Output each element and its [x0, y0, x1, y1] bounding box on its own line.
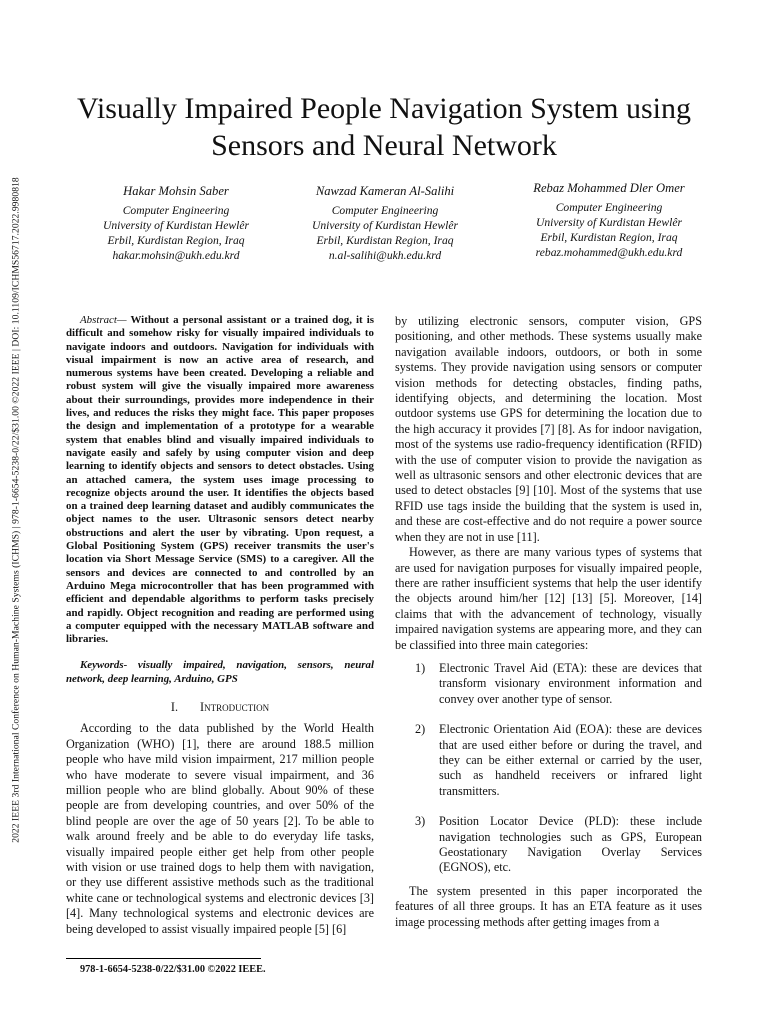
list-item-number: 1)	[415, 660, 426, 675]
author-dept: Computer Engineering	[555, 201, 663, 214]
author-block-2	[275, 184, 495, 263]
category-list	[395, 661, 702, 876]
keywords-label: Keywords-	[80, 659, 128, 672]
list-item-number: 3)	[415, 814, 426, 829]
author-name: Nawzad Kameran Al-Salihi	[315, 184, 455, 198]
list-item	[395, 814, 702, 876]
list-item	[395, 661, 702, 707]
body-paragraph: However, as there are many various types of systems that are used for navigation purposes for visually impaired people, there are rather insufficient systems that help the user identify the objects around him/her [12] [13] [5]. Moreover, [14] claims that with the advancement of technology, visually impaired navigation systems are appearing more, and they can be classified into three main categories:	[395, 545, 702, 652]
author-name: Hakar Mohsin Saber	[123, 184, 229, 198]
body-paragraph: The system presented in this paper incorporated the features of all three groups. It has an ETA feature as it uses image processing methods after getting images from a	[395, 883, 702, 929]
list-item-text: Electronic Travel Aid (ETA): these are devices that transform visionary environment information and convey over another type of sensor.	[439, 660, 702, 706]
left-column	[66, 314, 374, 937]
author-location: Erbil, Kurdistan Region, Iraq	[107, 234, 245, 247]
body-paragraph: by utilizing electronic sensors, computer vision, GPS positioning, and other methods. These systems usually make navigation available indoors, outdoors, or both in some systems. They provide navigation using sensors or computer vision methods for detecting obstacles, finding paths, identifying objects, and determining the location. Most outdoor systems use GPS for determining the location due to the high accuracy it provides [7] [8]. As for indoor navigation, most of the systems use radio-frequency identification (RFID) with the use of computer vision to provide the navigation as well as ultrasonic sensors and other electronic devices that are used to detect obstacles [9] [10]. Most of the systems that use RFID use tags inside the building that the system is used in, and these are cost-effective and do not require a power source when they are not in use [11].	[395, 314, 702, 544]
author-dept: Computer Engineering	[122, 204, 230, 217]
footnote-divider	[66, 958, 261, 959]
list-item	[395, 722, 702, 799]
author-university: University of Kurdistan Hewlêr	[311, 219, 459, 232]
section-number: I.	[170, 700, 179, 715]
abstract	[66, 314, 374, 646]
author-block-3	[499, 181, 719, 260]
section-title: Introduction	[200, 700, 270, 715]
list-item-number: 2)	[415, 722, 426, 737]
abstract-label: Abstract—	[80, 314, 127, 326]
author-email: hakar.mohsin@ukh.edu.krd	[112, 249, 240, 262]
author-block-1	[66, 184, 286, 263]
intro-paragraph: According to the data published by the World Health Organization (WHO) [1], there are around 188.5 million people who have mild vision impairment, 217 million people who have moderate to severe visual impairment, and 36 million people who are blind globally. About 90% of these people are from developing countries, and over 50% of the blind people are over the age of 50 years [2]. To be able to walk around freely and be able to do everyday life tasks, visually impaired people either get help from other people with vision or use trained dogs to help them with navigation, or they use different assistive methods such as the traditional white cane or technological systems and electronic devices [3] [4]. Many technological systems and electronic devices are being developed to assist visually impaired people [5] [6]	[66, 721, 374, 936]
paper-title: Visually Impaired People Navigation System using Sensors and Neural Network	[77, 92, 691, 162]
side-citation	[6, 150, 26, 870]
right-column	[395, 314, 702, 930]
author-location: Erbil, Kurdistan Region, Iraq	[316, 234, 454, 247]
author-location: Erbil, Kurdistan Region, Iraq	[540, 231, 678, 244]
side-citation-text: 2022 IEEE 3rd International Conference on Human-Machine Systems (ICHMS) | 978-1-6654-5238-0/22/$31.00 ©2022 IEEE | DOI: 10.1109/ICHMS56717.2022.9980818	[10, 177, 22, 843]
author-dept: Computer Engineering	[331, 204, 439, 217]
author-email: rebaz.mohammed@ukh.edu.krd	[535, 246, 683, 259]
author-name: Rebaz Mohammed Dler Omer	[533, 181, 685, 195]
author-email: n.al-salihi@ukh.edu.krd	[328, 249, 442, 262]
author-university: University of Kurdistan Hewlêr	[102, 219, 250, 232]
list-item-text: Position Locator Device (PLD): these include navigation technologies such as GPS, European Geostationary Navigation Overlay Services (EGNOS), etc.	[439, 814, 702, 875]
footnote: 978-1-6654-5238-0/22/$31.00 ©2022 IEEE.	[80, 964, 266, 975]
keywords	[66, 659, 374, 686]
list-item-text: Electronic Orientation Aid (EOA): these are devices that are used either before or during the travel, and they can be either external or carried by the user, such as handheld receivers or infrared light transmitters.	[439, 722, 702, 798]
section-heading	[66, 700, 374, 715]
abstract-text: Without a personal assistant or a trained dog, it is difficult and somehow risky for visually impaired individuals to navigate indoors and outdoors. Navigation for individuals with visual impairment is now an active area of research, and numerous systems have been created. Developing a reliable and robust system will give the visually impaired more awareness about their surroundings, provides more independence in their lives, and reduces the risks they might face. This paper proposes the design and implementation of a prototype for a wearable system that enables blind and visually impaired individuals to navigate easily and safely by using computer vision and deep learning to identify objects and sensors to detect obstacles. Using an attached camera, the system uses image processing to recognize objects around the user. It identifies the objects based on a trained deep learning dataset and audibly communicates the object names to the user. Ultrasonic sensors detect nearby obstructions and alert the user by vibrating. Upon request, a Global Positioning System (GPS) receiver transmits the user's location via Short Message Service (SMS) to a caregiver. All the sensors and devices are connected to and controlled by an Arduino Mega microcontroller that has been programmed with efficient and dependable algorithms to perform tasks precisely and rapidly. Object recognition and reading are performed using a computer equipped with the necessary MATLAB software and libraries.	[66, 314, 374, 646]
keywords-text: visually impaired, navigation, sensors, neural network, deep learning, Arduino, GPS	[66, 659, 374, 685]
author-university: University of Kurdistan Hewlêr	[535, 216, 683, 229]
